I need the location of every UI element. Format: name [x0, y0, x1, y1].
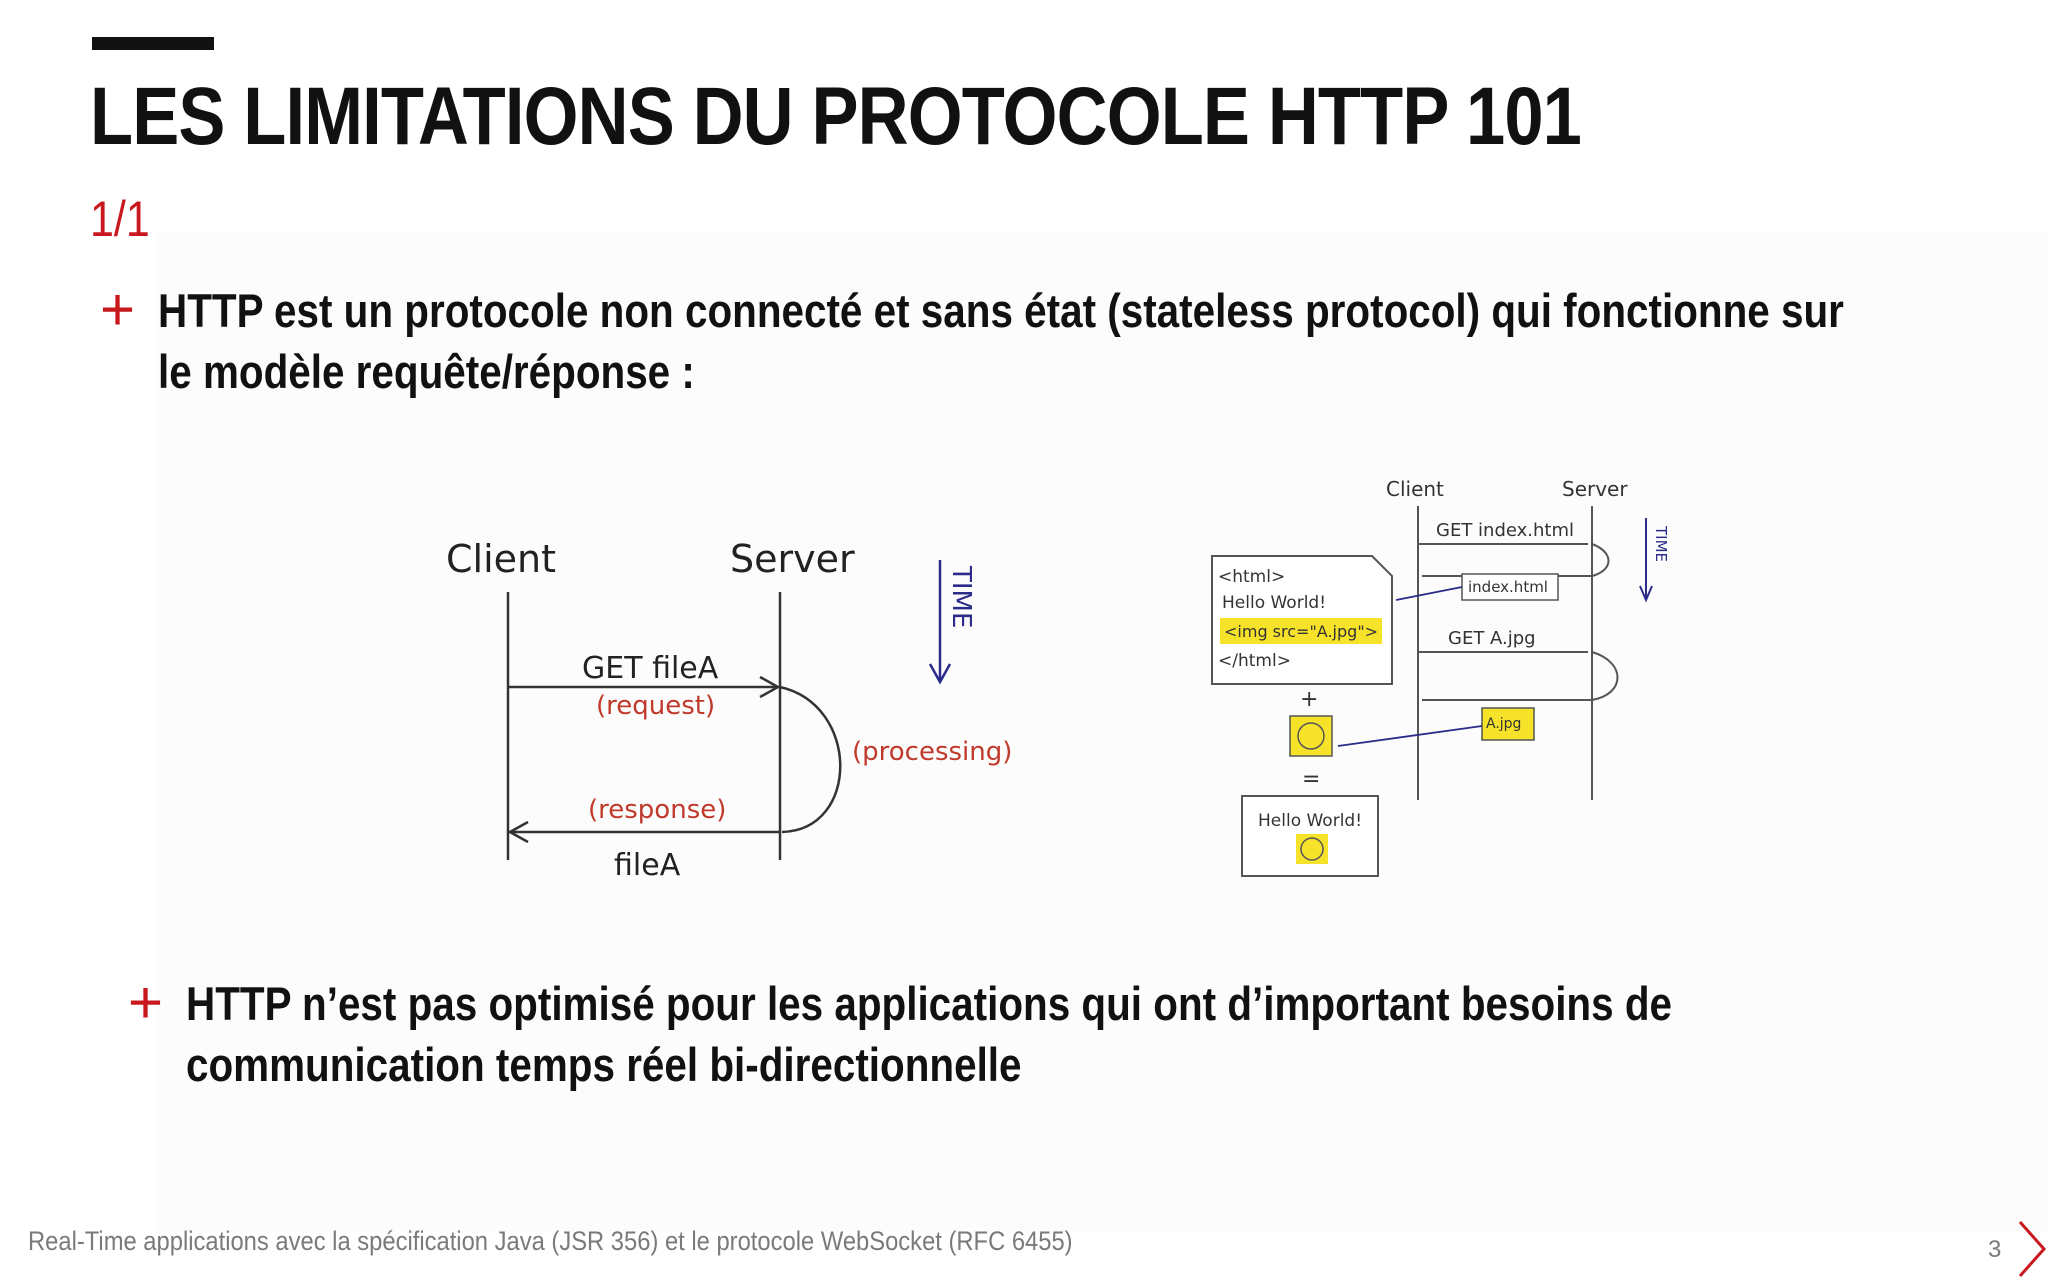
- html-line: Hello World!: [1222, 593, 1327, 613]
- time-label: TIME: [946, 566, 976, 629]
- html-line: </html>: [1218, 651, 1291, 671]
- server-label: Server: [1562, 477, 1628, 501]
- slide-subtitle: 1/1: [90, 191, 150, 247]
- equals-sign: =: [1302, 767, 1321, 792]
- image-file-label: A.jpg: [1486, 716, 1522, 732]
- rendered-page-text: Hello World!: [1258, 811, 1363, 831]
- response-note: (response): [588, 795, 727, 825]
- response-label: fileA: [614, 848, 681, 883]
- server-label: Server: [730, 537, 855, 581]
- processing-note: (processing): [852, 737, 1013, 767]
- plus-bullet-icon: +: [128, 969, 164, 1036]
- client-label: Client: [1386, 477, 1444, 501]
- html-image-loading-diagram: [1200, 470, 1680, 890]
- smiley-image: [1290, 716, 1332, 756]
- slide-footer: Real-Time applications avec la spécification Java (JSR 356) et le protocole WebSocket (RFC 6455): [28, 1226, 1073, 1256]
- request-label: GET fileA: [582, 651, 719, 686]
- title-accent-bar: [92, 37, 214, 50]
- get-image-label: GET A.jpg: [1448, 628, 1536, 649]
- page-number: 3: [1988, 1236, 2002, 1263]
- processing-loop: [780, 687, 840, 832]
- client-label: Client: [446, 537, 557, 581]
- server-loop-1: [1592, 544, 1609, 576]
- get-index-label: GET index.html: [1436, 520, 1575, 541]
- html-line: <html>: [1218, 567, 1286, 587]
- slide-title: LES LIMITATIONS DU PROTOCOLE HTTP 101: [90, 71, 1582, 162]
- plus-bullet-icon: +: [100, 276, 136, 343]
- bullet-text: HTTP est un protocole non connecté et sans état (stateless protocol) qui fonctionne sur le modèle requête/réponse :: [158, 284, 1844, 398]
- plus-sign: +: [1300, 687, 1319, 712]
- next-slide-chevron-icon[interactable]: [2016, 1220, 2048, 1278]
- index-file-label: index.html: [1468, 578, 1548, 596]
- bullet-text: HTTP n’est pas optimisé pour les applications qui ont d’important besoins de communication temps réel bi-directionnelle: [186, 977, 1672, 1091]
- time-label: TIME: [1652, 526, 1670, 563]
- server-loop-2: [1592, 652, 1618, 700]
- request-response-diagram: [430, 530, 1030, 910]
- html-line: <img src="A.jpg">: [1224, 622, 1379, 641]
- bullet-item: [100, 276, 2048, 402]
- image-to-smiley-arrow: [1338, 726, 1482, 746]
- index-to-page-arrow: [1396, 587, 1462, 600]
- request-note: (request): [596, 691, 716, 721]
- bullet-item: [128, 969, 2048, 1095]
